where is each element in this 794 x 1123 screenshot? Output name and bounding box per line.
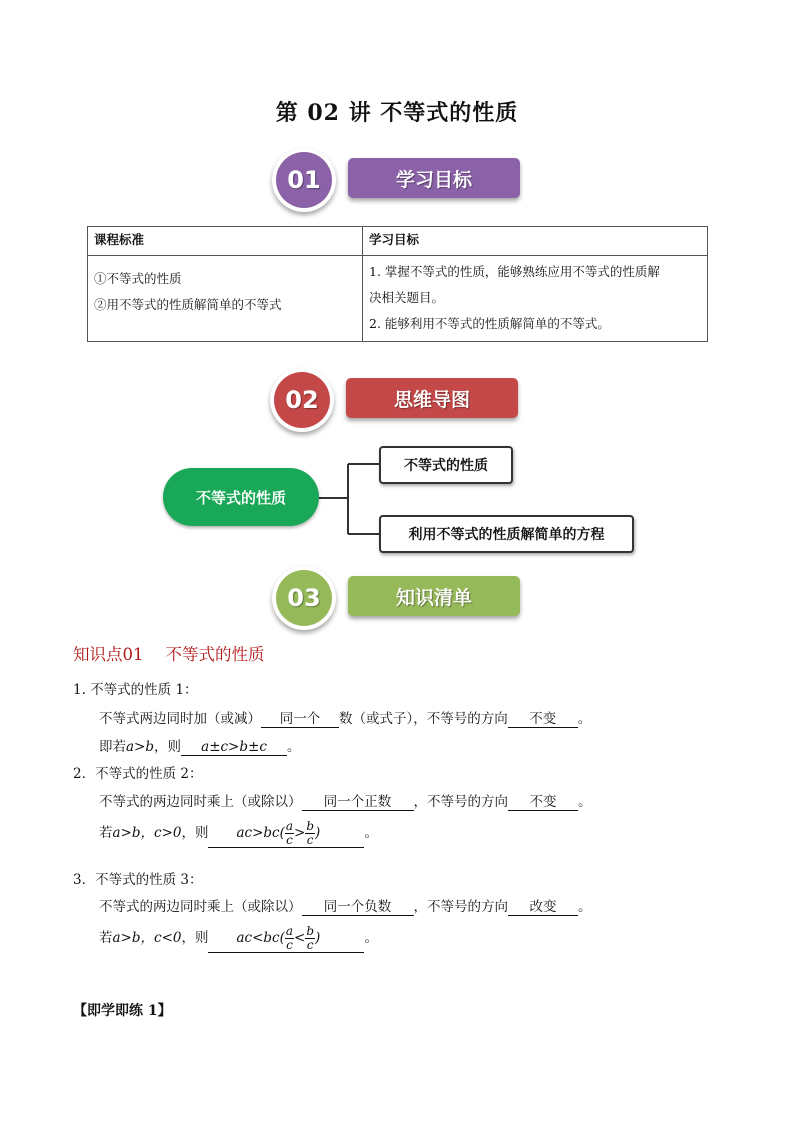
- table-header-row: [88, 227, 708, 256]
- knowledge-point-title: 不等式的性质: [165, 645, 265, 664]
- answer-blank: 不变: [508, 711, 578, 728]
- mind-map-node: 利用不等式的性质解简单的方程: [379, 515, 634, 553]
- section-number-badge: [272, 566, 336, 630]
- table-header-cell: 课程标准: [88, 227, 363, 256]
- fraction: $\frac{b}{c}$: [306, 819, 315, 847]
- property-3-text: 不等式的两边同时乘上（或除以） 同一个负数 ，不等号的方向 改变 。: [99, 899, 592, 915]
- table-row: [88, 256, 708, 342]
- list-item: 决相关题目。: [369, 290, 445, 305]
- mind-map-node: 不等式的性质: [379, 446, 513, 484]
- section-header-03: [272, 566, 522, 632]
- answer-blank: 不变: [508, 794, 578, 811]
- section-header-01: [272, 148, 522, 214]
- section-banner: 学习目标: [348, 158, 520, 198]
- property-3-example: 若a>b，c<0，则 ac<bc( $\frac{a}{c}$ < $\frac{b}{c}$ ) 。: [99, 924, 378, 952]
- answer-blank: ac<bc( $\frac{a}{c}$ < $\frac{b}{c}$ ): [208, 925, 364, 953]
- math-expression: a>b: [126, 739, 155, 755]
- section-number: 02: [274, 372, 330, 428]
- list-item: 1. 掌握不等式的性质，能够熟练应用不等式的性质解: [369, 264, 660, 279]
- learning-goals-table: [87, 226, 708, 342]
- mind-map-connector: [318, 460, 383, 540]
- math-expression: a>b，c<0: [112, 930, 182, 946]
- section-banner: 知识清单: [348, 576, 520, 616]
- table-cell: [363, 256, 708, 342]
- property-2-example: 若a>b，c>0，则 ac>bc( $\frac{a}{c}$ > $\frac{b}{c}$ ) 。: [99, 819, 378, 847]
- list-item: ②用不等式的性质解简单的不等式: [94, 297, 282, 312]
- answer-blank: 同一个: [261, 711, 339, 728]
- answer-blank: ac>bc( $\frac{a}{c}$ > $\frac{b}{c}$ ): [208, 820, 364, 848]
- property-3-heading: 3．不等式的性质 3：: [73, 872, 203, 888]
- knowledge-point-id: 知识点01: [73, 645, 144, 664]
- section-number-badge: [272, 148, 336, 212]
- list-item: ①不等式的性质: [94, 271, 182, 286]
- answer-blank: 改变: [508, 899, 578, 916]
- fraction: $\frac{a}{c}$: [285, 819, 294, 847]
- section-banner: 思维导图: [346, 378, 518, 418]
- section-number-badge: [270, 368, 334, 432]
- property-1-heading: 1. 不等式的性质 1：: [73, 682, 198, 698]
- fraction: $\frac{b}{c}$: [306, 924, 315, 952]
- section-header-02: [270, 368, 522, 434]
- property-1-text: 不等式两边同时加（或减） 同一个 数（或式子），不等号的方向 不变 。: [99, 711, 592, 727]
- property-2-text: 不等式的两边同时乘上（或除以） 同一个正数 ，不等号的方向 不变 。: [99, 794, 592, 810]
- answer-blank: a±c>b±c: [181, 739, 287, 756]
- section-number: 03: [276, 570, 332, 626]
- answer-blank: 同一个负数: [302, 899, 414, 916]
- knowledge-point-heading: [73, 641, 287, 665]
- property-1-example: 即若a>b，则 a±c>b±c 。: [99, 739, 301, 755]
- section-number: 01: [276, 152, 332, 208]
- answer-blank: 同一个正数: [302, 794, 414, 811]
- mind-map-root: 不等式的性质: [163, 468, 319, 526]
- practice-label: 【即学即练 1】: [73, 1003, 172, 1019]
- table-cell: [88, 256, 363, 342]
- math-expression: a>b，c>0: [112, 825, 182, 841]
- property-2-heading: 2．不等式的性质 2：: [73, 766, 203, 782]
- table-header-cell: 学习目标: [363, 227, 708, 256]
- list-item: 2. 能够利用不等式的性质解简单的不等式。: [369, 316, 610, 331]
- page-title: 第 02 讲 不等式的性质: [275, 100, 519, 126]
- fraction: $\frac{a}{c}$: [285, 924, 294, 952]
